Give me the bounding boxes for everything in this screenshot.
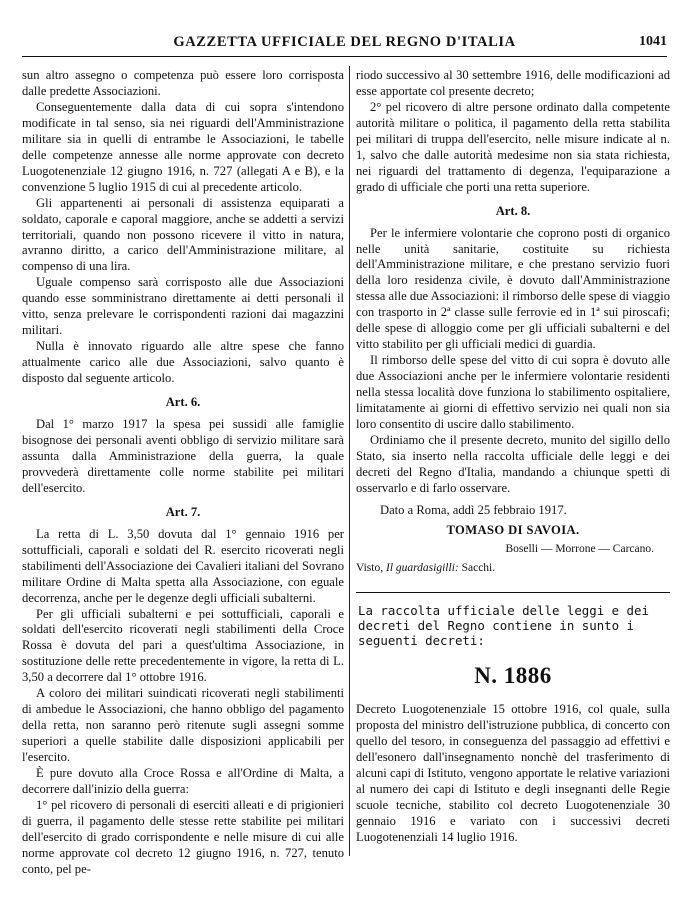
section-separator <box>356 592 670 594</box>
page-header <box>22 32 667 57</box>
paragraph: La retta di L. 3,50 dovuta dal 1° gennaio 1916 per sottufficiali, caporali e soldati del R. esercito ricoverati negli stabilimenti dell'Associazione dei Cavalieri italiani del Sovrano militare Ordine di Malta spetta alla Associazione, con eguale decorrenza, anche per le degenze degli ufficiali subalterni. <box>22 526 344 605</box>
paragraph: Uguale compenso sarà corrisposto alle due Associazioni quando esse somministrano direttamente ai detti personali il vitto, senza prelevare le corrispondenti razioni dai magazzini militari. <box>22 275 344 338</box>
article-heading: Art. 8. <box>495 203 531 218</box>
decree-summary: Decreto Luogotenenziale 15 ottobre 1916, col quale, sulla proposta del ministro dell'istruzione pubblica, di concerto con quello del tesoro, in conseguenza del passaggio ad effettivi e dell'esonero dall'insegnamento nonchè del trasferimento di alcuni capi di Istituto, vengono apportate le relative variazioni al numero dei capi di Istituto e degli insegnanti delle Regie scuole tecniche, stabilito col decreto Luogotenenziale 30 gennaio 1916 e variato con i successivi decreti Luogotenenziali 14 luglio 1916. <box>356 702 670 844</box>
paragraph: Ordiniamo che il presente decreto, munito del sigillo dello Stato, sia inserto nella raccolta ufficiale delle leggi e dei decreti del Regno d'Italia, mandando a chiunque spetti di osservarlo e di farlo osservare. <box>356 432 670 495</box>
paragraph: 1° pel ricovero di personali di eserciti alleati e di prigionieri di guerra, il pagamento delle stesse rette stabilite pei militari dell'esercito di grado corrispondente e nelle misure di cui alle norme approvate col decreto 12 giugno 1916, n. 727, tenuto conto, pel pe- <box>22 797 344 876</box>
article-heading: Art. 6. <box>165 395 201 410</box>
gazette-title: GAZZETTA UFFICIALE DEL REGNO D'ITALIA <box>173 34 516 50</box>
decree-number: N. 1886 <box>474 663 552 689</box>
paragraph: Il rimborso delle spese del vitto di cui sopra è dovuto alle due Associazioni anche per le infermiere volontarie residenti nella stessa località dove funziona lo stabilimento ospitaliere, limitatamente ai giorni di effettivo servizio nei quali non sia loro consentito di uscire dallo stabilimento. <box>356 353 670 432</box>
page-number: 1041 <box>639 34 667 49</box>
visto-line <box>356 561 670 577</box>
collection-notice: La raccolta ufficiale delle leggi e dei decreti del Regno contiene in sunto i seguenti decreti: <box>358 603 649 649</box>
left-column <box>22 68 344 880</box>
paragraph: A coloro dei militari suindicati ricoverati negli stabilimenti di ambedue le Associazioni, che hanno obbligo del pagamento della retta, non saranno però ritenute sugli assegni somme superiori a quelle stabilite dalle disposizioni applicabili per l'esercito. <box>22 686 344 765</box>
date-line: Dato a Roma, addì 25 febbraio 1917. <box>380 502 567 517</box>
paragraph: 2° pel ricovero di altre persone ordinato dalla competente autorità militare o politica, il pagamento della retta stabilita pei militari di truppa dell'esercito, nelle misure indicate al n. 1, salvo che dalle autorità medesime non sia stata richiesta, nei riguardi del trattamento di degenza, l'equiparazione a grado di ufficiale che porti una retta superiore. <box>356 99 670 194</box>
paragraph: È pure dovuto alla Croce Rossa e all'Ordine di Malta, a decorrere dall'inizio della guerra: <box>22 766 344 796</box>
column-divider <box>349 66 350 856</box>
paragraph: Conseguentemente dalla data di cui sopra s'intendono modificate in tal senso, sia nei riguardi dell'Amministrazione militare sia in quelli di entrambe le Associazioni, le tabelle delle competenze annesse alle norme approvate con decreto Luogotenenziale 12 giugno 1916, n. 727 (allegati A e B), e la convenzione 5 luglio 1915 di cui al precedente articolo. <box>22 99 344 194</box>
visto-name: Sacchi. <box>461 561 496 574</box>
visto-label: Visto, <box>356 561 384 574</box>
paragraph: Dal 1° marzo 1917 la spesa pei sussidi alle famiglie bisognose dei personali aventi obbligo di servizio militare sarà assunta dalla Amministrazione della guerra, la quale provvederà direttamente colle norme stabilite pei militari dell'esercito. <box>22 417 344 495</box>
ministers-signatures: Boselli — Morrone — Carcano. <box>505 542 654 555</box>
paragraph: Nulla è innovato riguardo alle altre spese che fanno attualmente carico alle due Associazioni, salvo quanto è disposto dal seguente articolo. <box>22 339 344 386</box>
signature: TOMASO DI SAVOIA. <box>446 522 580 537</box>
visto-role: Il guardasigilli: <box>385 561 459 574</box>
paragraph: Gli appartenenti ai personali di assistenza equiparati a soldato, caporale e caporal maggiore, anche se addetti a servizi territoriali, quando non possono ricevere il vitto in natura, avranno diritto, a carico dell'Amministrazione militare, al compenso di una lira. <box>22 195 344 274</box>
right-column <box>356 68 670 880</box>
paragraph: Per gli ufficiali subalterni e pei sottufficiali, caporali e soldati dell'esercito ricoverati negli stabilimenti della Croce Rossa è dovuta del pari a quest'ultima Associazione, in sostituzione delle rette precedentemente in vigore, la retta di L. 3,50 a decorrere dal 1° ottobre 1916. <box>22 606 344 685</box>
paragraph: riodo successivo al 30 settembre 1916, delle modificazioni ad esse apportate col presente decreto; <box>356 68 670 98</box>
paragraph: sun altro assegno o competenza può essere loro corrisposta dalle predette Associazioni. <box>22 68 344 98</box>
paragraph: Per le infermiere volontarie che coprono posti di organico nelle unità sanitarie, costituite su richiesta dell'Amministrazione militare, e che prestano servizio fuori della loro residenza civile, è dovuto dall'Amministrazione stessa alle due Associazioni: il rimborso delle spese di viaggio con trasporto in 2ª classe sulle ferrovie ed in 1ª sui piroscafi; delle spese di alloggio come per gli ufficiali subalterni e del vitto stabilito per gli ufficiali medici di guardia. <box>356 225 670 352</box>
article-heading: Art. 7. <box>165 504 201 519</box>
